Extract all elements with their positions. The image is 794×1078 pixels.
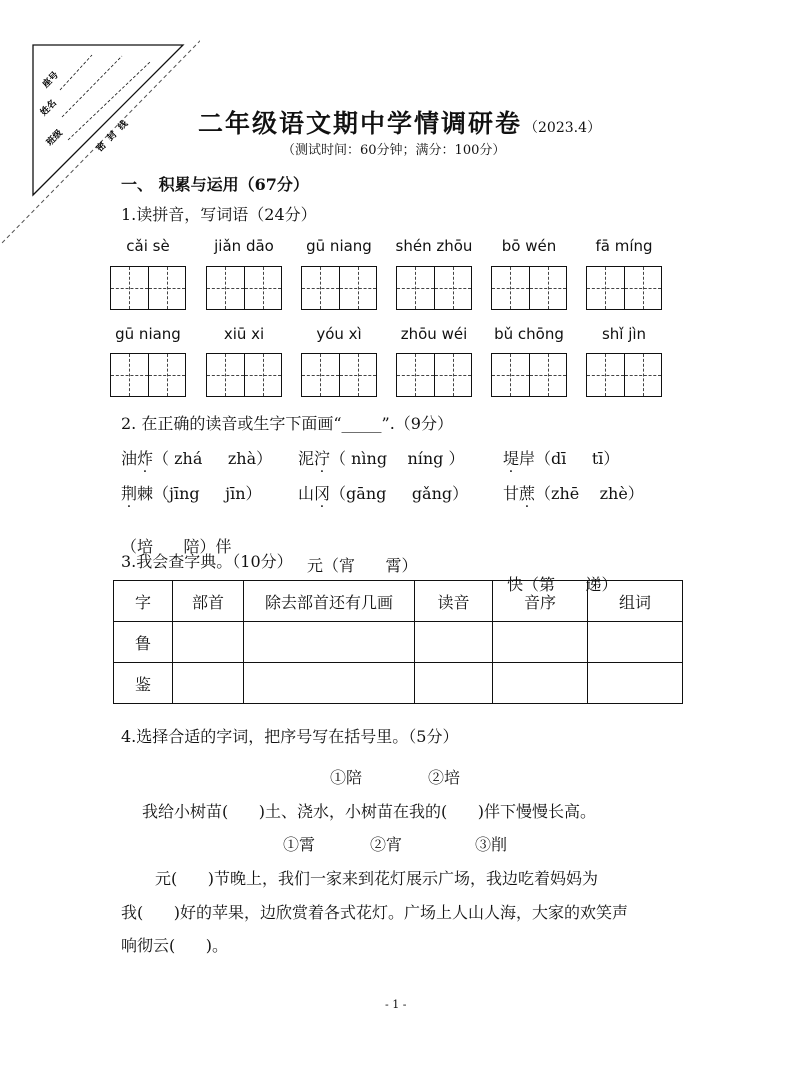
q2-item-char[interactable]: 堤: [503, 449, 520, 468]
answer-cell[interactable]: [415, 663, 493, 704]
answer-cell[interactable]: [493, 622, 588, 663]
pinyin-label: jiǎn dāo: [214, 237, 274, 255]
table-cell-char: 鲁: [114, 622, 173, 663]
pinyin-label: bō wén: [501, 237, 557, 255]
writing-cell[interactable]: [530, 267, 567, 309]
q2-item-char[interactable]: 冈: [314, 484, 331, 503]
answer-cell[interactable]: [173, 622, 244, 663]
q4-option-3: ③削: [475, 835, 508, 854]
q4-sentence-2a: 元( )节晚上，我们一家来到花灯展示广场，我边吃着妈妈为: [155, 869, 599, 888]
q2-option[interactable]: （dī: [535, 449, 567, 468]
table-header-row: [114, 581, 683, 622]
q3-title: 3.我会查字典。（10分）: [121, 552, 293, 571]
q2-option[interactable]: （ zhá: [153, 449, 203, 468]
corner-label-class: 班级: [45, 128, 65, 149]
pinyin-label: fā míng: [595, 237, 653, 255]
writing-cell[interactable]: [340, 354, 377, 396]
table-row: [114, 663, 683, 704]
answer-cell[interactable]: [493, 663, 588, 704]
writing-cell[interactable]: [207, 354, 245, 396]
table-header: 部首: [173, 581, 244, 622]
q2-title: 2. 在正确的读音或生字下面画“_____”.（9分）: [121, 414, 453, 433]
corner-label-name: 姓名: [39, 98, 59, 119]
writing-grid[interactable]: [301, 266, 377, 310]
writing-grid[interactable]: [301, 353, 377, 397]
writing-grid[interactable]: [396, 266, 472, 310]
writing-cell[interactable]: [530, 354, 567, 396]
q1-title: 1.读拼音，写词语（24分）: [121, 205, 317, 224]
writing-cell[interactable]: [149, 354, 186, 396]
pinyin-label: shén zhōu: [395, 237, 473, 255]
pinyin-label: bǔ chōng: [494, 325, 564, 343]
table-header: 读音: [415, 581, 493, 622]
q2-item-char[interactable]: 荆: [121, 484, 138, 503]
writing-cell[interactable]: [587, 267, 625, 309]
q2-option[interactable]: （gāng: [330, 484, 387, 503]
q4-option-1: ①陪: [330, 768, 363, 787]
writing-cell[interactable]: [111, 267, 149, 309]
writing-cell[interactable]: [111, 354, 149, 396]
corner-label-seat: 座号: [41, 70, 61, 91]
q2-option[interactable]: gǎng）: [411, 484, 469, 503]
q2-option[interactable]: （zhē: [535, 484, 580, 503]
pinyin-label: yóu xì: [316, 325, 362, 343]
writing-cell[interactable]: [397, 354, 435, 396]
q2-option[interactable]: jīn）: [225, 484, 262, 503]
q4-option-2: ②宵: [370, 835, 403, 854]
table-header: 除去部首还有几画: [244, 581, 415, 622]
q2-option[interactable]: zhà）: [227, 449, 273, 468]
q2-option[interactable]: níng ）: [407, 449, 465, 468]
writing-grid[interactable]: [110, 266, 186, 310]
q2-item-char[interactable]: 蔗: [519, 484, 536, 503]
writing-grid[interactable]: [586, 353, 662, 397]
table-header: 组词: [588, 581, 683, 622]
answer-cell[interactable]: [173, 663, 244, 704]
q4-option-1: ①霄: [283, 835, 316, 854]
q2-item-char[interactable]: 炸: [137, 449, 154, 468]
writing-grid[interactable]: [206, 353, 282, 397]
answer-cell[interactable]: [588, 663, 683, 704]
exam-title: [198, 104, 601, 140]
page-number: - 1 -: [385, 998, 407, 1011]
writing-cell[interactable]: [302, 354, 340, 396]
answer-cell[interactable]: [415, 622, 493, 663]
writing-cell[interactable]: [587, 354, 625, 396]
q4-sentence-2b: 我( )好的苹果，边欣赏着各式花灯。广场上人山人海，大家的欢笑声: [121, 903, 629, 922]
writing-grid[interactable]: [110, 353, 186, 397]
writing-grid[interactable]: [491, 353, 567, 397]
corner-label-seal-line: 密 封 线: [95, 119, 131, 155]
q2-option[interactable]: （ nìng: [330, 449, 388, 468]
writing-cell[interactable]: [245, 267, 282, 309]
table-row: [114, 622, 683, 663]
answer-cell[interactable]: [588, 622, 683, 663]
writing-cell[interactable]: [435, 354, 472, 396]
pinyin-label: zhōu wéi: [400, 325, 468, 343]
writing-cell[interactable]: [625, 354, 662, 396]
writing-grid[interactable]: [586, 266, 662, 310]
writing-cell[interactable]: [625, 267, 662, 309]
table-cell-char: 鉴: [114, 663, 173, 704]
writing-cell[interactable]: [397, 267, 435, 309]
q4-sentence-1: 我给小树苗( )土、浇水，小树苗在我的( )伴下慢慢长高。: [142, 802, 597, 821]
q2-choice-peiban[interactable]: （培 陪）伴: [121, 537, 232, 556]
writing-cell[interactable]: [149, 267, 186, 309]
pinyin-label: gū niang: [115, 325, 181, 343]
q2-choice-kuaidi[interactable]: 快（第 递）: [507, 575, 618, 594]
pinyin-label: shǐ jìn: [601, 325, 647, 343]
writing-cell[interactable]: [207, 267, 245, 309]
answer-cell[interactable]: [244, 663, 415, 704]
q2-option[interactable]: （jīng: [153, 484, 200, 503]
dictionary-table: [113, 580, 683, 704]
answer-cell[interactable]: [244, 622, 415, 663]
title-year: （2023.4）: [524, 120, 602, 136]
writing-cell[interactable]: [245, 354, 282, 396]
writing-cell[interactable]: [302, 267, 340, 309]
q2-choice-yuanxiao[interactable]: 元（宵 霄）: [307, 556, 418, 575]
q2-option[interactable]: zhè）: [599, 484, 644, 503]
q4-option-2: ②培: [428, 768, 461, 787]
q2-item-char[interactable]: 泞: [314, 449, 331, 468]
q2-option[interactable]: tī）: [591, 449, 620, 468]
writing-cell[interactable]: [492, 267, 530, 309]
writing-grid[interactable]: [396, 353, 472, 397]
pinyin-label: xiū xi: [223, 325, 265, 343]
table-header: 音序: [493, 581, 588, 622]
writing-cell[interactable]: [492, 354, 530, 396]
writing-grid[interactable]: [206, 266, 282, 310]
exam-subtitle: （测试时间：60分钟；满分：100分）: [282, 143, 506, 158]
section-1-title: 一、 积累与运用（67分）: [121, 175, 309, 194]
pinyin-label: cǎi sè: [126, 237, 170, 255]
pinyin-label: gū niang: [306, 237, 372, 255]
writing-cell[interactable]: [435, 267, 472, 309]
table-header: 字: [114, 581, 173, 622]
writing-grid[interactable]: [491, 266, 567, 310]
q4-sentence-2c: 响彻云( )。: [121, 936, 229, 955]
title-text: 二年级语文期中学情调研卷: [198, 109, 523, 138]
q4-title: 4.选择合适的字词，把序号写在括号里。（5分）: [121, 727, 459, 746]
writing-cell[interactable]: [340, 267, 377, 309]
